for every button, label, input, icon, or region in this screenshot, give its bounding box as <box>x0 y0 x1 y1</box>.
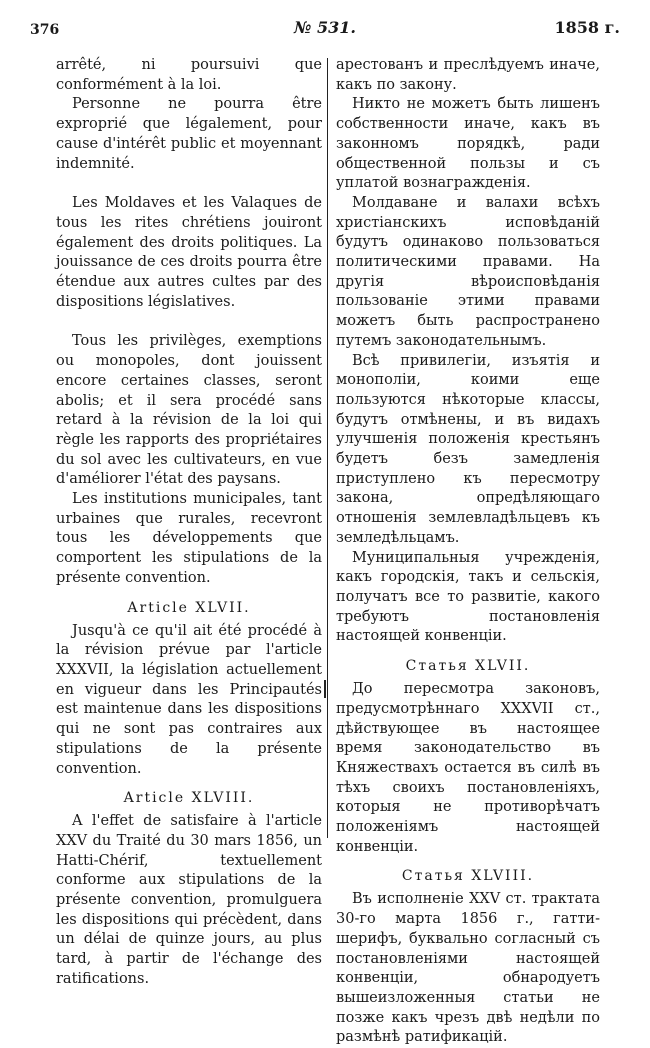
ru-article-48-text: Въ исполненіе XXV ст. трактата 30-го марта 1856 г., гатти-шерифъ, буквально согласный съ постановленіями настоящей конвенціи, обнародуетъ вышеизложенныя статьи не позже какъ чрезъ двѣ недѣли по размѣнѣ ратификацій. <box>336 891 600 1046</box>
ru-paragraph-expropriation: Никто не можетъ быть лишенъ собственности иначе, какъ въ законномъ порядкѣ, ради общественной пользы и съ уплатой вознагражденія. <box>336 96 600 192</box>
ru-paragraph-political-rights: Молдаване и валахи всѣхъ христіанскихъ исповѣданій будутъ одинаково пользоваться политическими правами. На другія вѣроисповѣданія пользованіе этими правами можетъ быть распространено путемъ законодательнымъ. <box>336 194 600 349</box>
fr-paragraph-expropriation: Personne ne pourra être exproprié que légalement, pour cause d'intérêt public et moyennant indemnité. <box>56 96 322 172</box>
fr-article-48-text: A l'effet de satisfaire à l'article XXV du Traité du 30 mars 1856, un Hatti-Chérif, textuellement conforme aux stipulations de la présente convention, promulguera les dispositions qui précèdent, dans un délai de quinze jours, au plus tard, à partir de l'échange des ratifications. <box>56 813 322 987</box>
fr-paragraph-municipal: Les institutions municipales, tant urbaines que rurales, recevront tous les développements que comportent les stipulations de la présente convention. <box>56 491 322 586</box>
ru-article-47-text: До пересмотра законовъ, предусмотрѣннаго XXXVII ст., дѣйствующее въ настоящее время законодательство въ Княжествахъ остается въ силѣ въ тѣхъ своихъ постановленіяхъ, которыя не противорѣчатъ положеніямъ настоящей конвенціи. <box>336 681 600 855</box>
document-number: № 531. <box>294 18 356 37</box>
fr-paragraph-privileges: Tous les privilèges, exemptions ou monopoles, dont jouissent encore certaines classes, seront abolis; et il sera procédé sans retard à la révision de la loi qui règle les rapports des propriétaires du sol avec les cultivateurs, en vue d'améliorer l'état des paysans. <box>56 333 322 488</box>
fr-paragraph-continued: arrêté, ni poursuivi que conformément à la loi. <box>56 57 322 93</box>
russian-column <box>336 56 600 1048</box>
column-divider <box>327 58 328 838</box>
fr-article-47-text: Jusqu'à ce qu'il ait été procédé à la révision prévue par l'article XXXVII, la législation actuellement en vigueur dans les Principautés est maintenue dans les dispositions qui ne sont pas contraires aux stipulations de la présente convention. <box>56 622 322 777</box>
ru-paragraph-continued: арестованъ и преслѣдуемъ иначе, какъ по закону. <box>336 57 600 93</box>
fr-article-48-title: Article XLVIII. <box>123 790 255 807</box>
column-divider-mark <box>324 680 326 698</box>
document-year: 1858 г. <box>554 18 620 37</box>
fr-paragraph-political-rights: Les Moldaves et les Valaques de tous les rites chrétiens jouiront également des droits politiques. La jouissance de ces droits pourra être étendue aux autres cultes par des dispositions législatives. <box>56 195 322 310</box>
ru-article-48-title: Статья XLVIII. <box>401 868 535 885</box>
ru-paragraph-privileges: Всѣ привилегіи, изъятія и монополіи, коими еще пользуются нѣкоторые классы, будутъ отмѣнены, и въ видахъ улучшенія положенія крестьянъ будетъ безъ замедленія приступлено къ пересмотру закона, опредѣляющаго отношенія землевладѣльцевъ къ земледѣльцамъ. <box>336 352 600 546</box>
fr-article-47-title: Article XLVII. <box>127 599 251 616</box>
french-column <box>56 56 322 990</box>
ru-article-47-title: Статья XLVII. <box>405 658 531 675</box>
ru-paragraph-municipal: Муниципальныя учрежденія, какъ городскія, такъ и сельскія, получатъ все то развитіе, какого требуютъ постановленія настоящей конвенціи. <box>336 549 600 645</box>
page-header <box>30 14 620 40</box>
page-number: 376 <box>30 22 60 38</box>
